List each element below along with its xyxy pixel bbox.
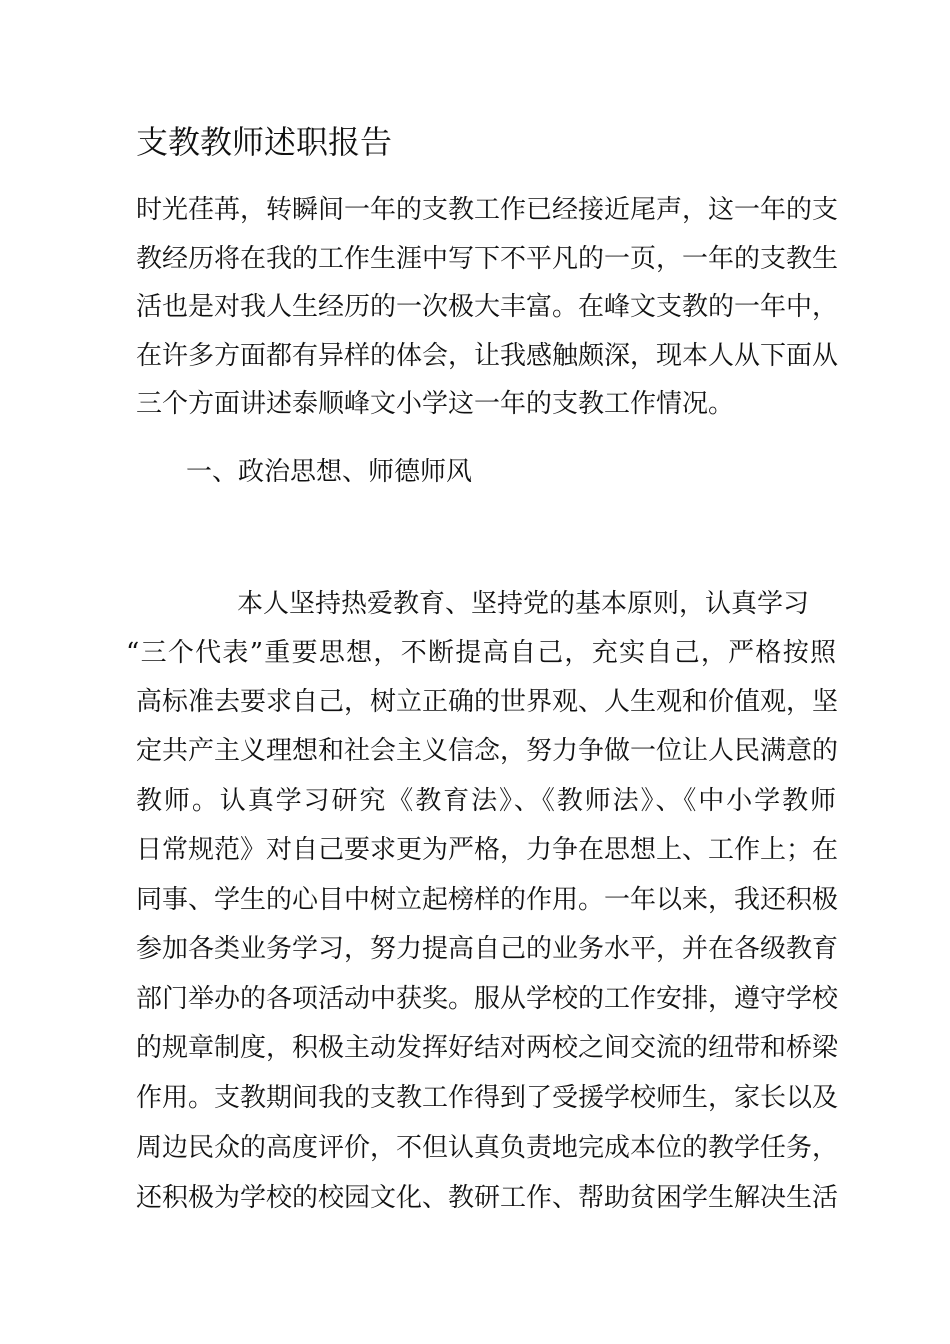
body-line: 部门举办的各项活动中获奖。服从学校的工作安排，遵守学校 (136, 984, 839, 1014)
body-line: 高标准去要求自己，树立正确的世界观、人生观和价值观，坚 (136, 687, 839, 717)
body-line: “三个代表”重要思想，不断提高自己，充实自己，严格按照 (126, 638, 836, 668)
intro-line: 教经历将在我的工作生涯中写下不平凡的一页，一年的支教生 (136, 244, 839, 274)
body-line: 作用。支教期间我的支教工作得到了受援学校师生，家长以及 (136, 1083, 839, 1113)
body-line: 日常规范》对自己要求更为严格，力争在思想上、工作上；在 (136, 835, 839, 865)
body-line: 同事、学生的心目中树立起榜样的作用。一年以来，我还积极 (136, 885, 839, 915)
document-title: 支教教师述职报告 (136, 123, 393, 161)
intro-line: 在许多方面都有异样的体会，让我感触颇深，现本人从下面从 (136, 341, 839, 371)
body-line: 教师。认真学习研究《教育法》、《教师法》、《中小学教师 (136, 786, 836, 816)
body-line: 的规章制度，积极主动发挥好结对两校之间交流的纽带和桥梁 (136, 1033, 839, 1063)
body-line: 周边民众的高度评价，不但认真负责地完成本位的教学任务， (136, 1133, 839, 1163)
intro-line: 活也是对我人生经历的一次极大丰富。在峰文支教的一年中， (136, 292, 839, 322)
body-line: 还积极为学校的校园文化、教研工作、帮助贫困学生解决生活 (136, 1183, 839, 1213)
body-line: 参加各类业务学习，努力提高自己的业务水平，并在各级教育 (136, 934, 839, 964)
body-line: 定共产主义理想和社会主义信念，努力争做一位让人民满意的 (136, 736, 839, 766)
intro-line: 三个方面讲述泰顺峰文小学这一年的支教工作情况。 (136, 389, 735, 419)
intro-line: 时光荏苒，转瞬间一年的支教工作已经接近尾声，这一年的支 (136, 195, 839, 225)
section-heading: 一、政治思想、师德师风 (186, 457, 473, 487)
body-line: 本人坚持热爱教育、坚持党的基本原则，认真学习 (237, 589, 810, 619)
